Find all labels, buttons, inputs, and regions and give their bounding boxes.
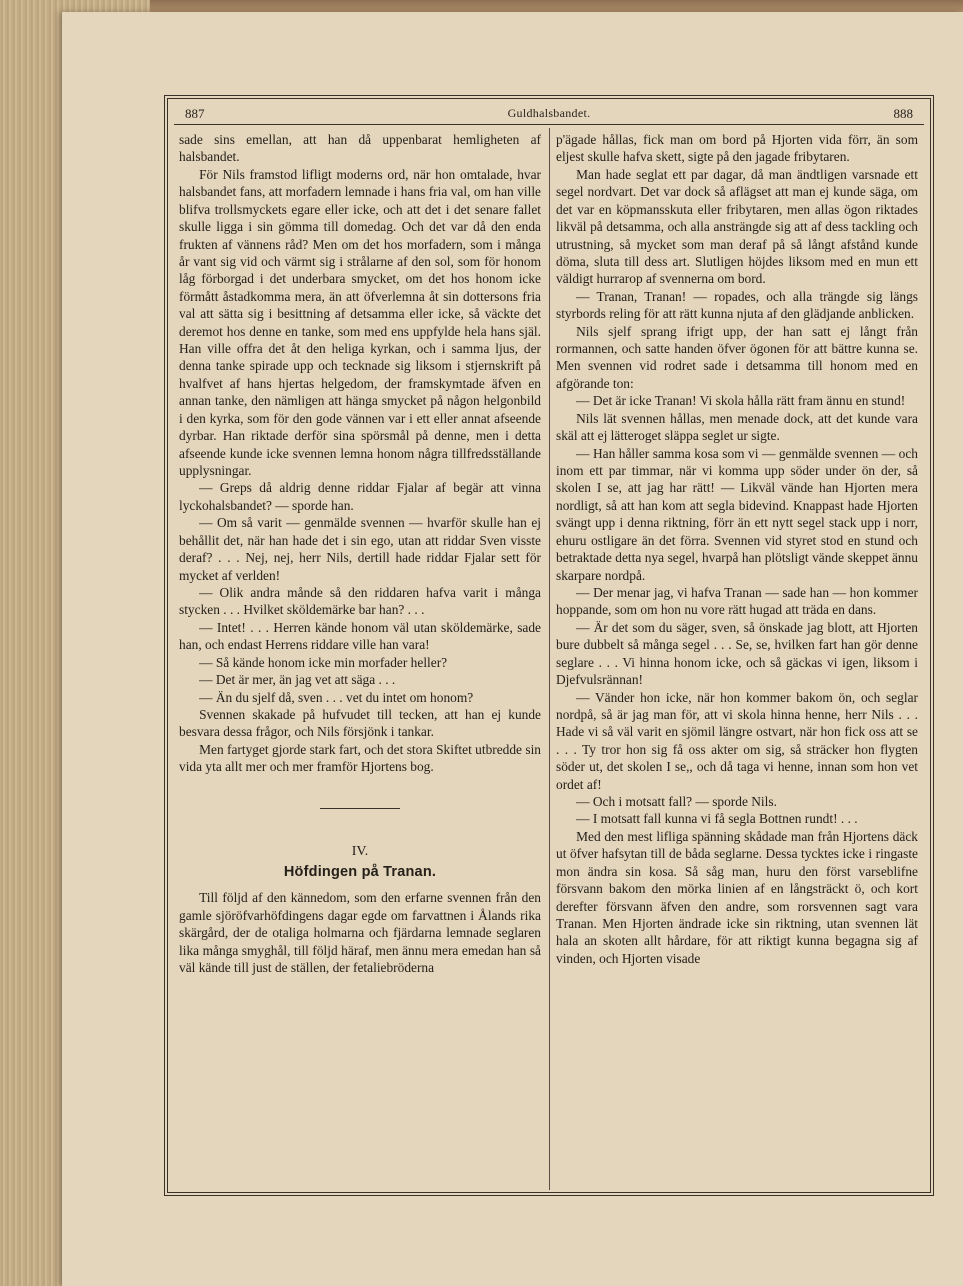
- running-header: [181, 104, 917, 124]
- page-number-left: 887: [185, 106, 205, 121]
- paragraph: Till följd af den kännedom, som den erfarne svennen från den gamle sjöröfvarhöfdingens dagar egde om farvattnen i Ålands rika skärgård, der de otaliga holmarna och fjärdarna lemnade seglaren lika många smyghål, till följd häraf, men ännu mera emedan han så väl kände till just de ställen, der fetaliebröderna: [179, 890, 541, 976]
- paragraph: p'ägade hållas, fick man om bord på Hjorten vida förr, än som eljest skulle hafva skett, sigte på den jagade fribytaren.: [556, 132, 918, 165]
- paragraph: Svennen skakade på hufvudet till tecken, att han ej kunde besvara dessa frågor, och Nils försjönk i tankar.: [179, 706, 541, 740]
- paragraph: — Är det som du säger, sven, så önskade jag blott, att Hjorten bure dubbelt så många segel . . . Se, se, hvilken fart han gör denne seglare . . . Vi hinna honom icke, och så gäckas vi igen, liksom i Djefvulsrännan!: [556, 619, 918, 688]
- chapter-number: IV.: [351, 843, 369, 859]
- paragraph: Nils lät svennen hållas, men menade dock, att det kunde vara skäl att ej lätteroget släppa seglet ur sigte.: [556, 410, 918, 444]
- paragraph: — Vänder hon icke, när hon kommer bakom ön, och seglar nordpå, så är jag man för, att vi skola hinna henne, herr Nils . . . Hade vi så väl varit en sjömil längre ostvart, när hon fick oss att se . . . Ty tror hon sig få oss akter om sig, så sträcker hon flygten söder ut, det skolen I se,, och då taga vi henne, innan som hon vet ordet af!: [556, 689, 918, 792]
- paragraph: För Nils framstod lifligt moderns ord, när hon omtalade, hvar halsbandet fans, att morfadern lemnade i hans fria val, om han ville blifva trollsmyckets egare eller icke, och att det i det senare fallet skulle ligga i sin gömma till domedag. Och det var då den enda frukten af vännens råd? Men om det hos morfadern, som i många år vant sig vid och värmt sig i strålarne af den sol, som för honom låg förborgad i det underbara smycket, om det hos honom icke förmått åstadkomma mera, än att öfverlemna åt sin dottersons fria val att sätta sig i besittning af detsamma eller icke, så väckte det deremot hos denne en tanke, som med ens uppfylde hela hans själ. Han ville offra det åt den heliga kyrkan, och i samma ljus, der denna tanke spirade upp och tecknade sig liksom i stjernskrift på hvalfvet af hans hjertas helgedom, der framskymtade äfven en annan tanke, den nämligen att hänga smycket på någon helgonbild i den kyrka, som för den gode vännen var i ett eller annat afseende dyrbar. Han riktade derför sina spörsmål på denne, men i detta afseende kunde icke svennen lemna honom några tillfredsställande upplysningar.: [179, 166, 541, 479]
- paragraph: — I motsatt fall kunna vi få segla Bottnen rundt! . . .: [576, 811, 858, 827]
- paragraph: — Tranan, Tranan! — ropades, och alla trängde sig längs styrbords reling för att rätt kunna njuta af den glädjande anblicken.: [556, 288, 918, 322]
- paragraph: — Det är mer, än jag vet att säga . . .: [199, 672, 396, 688]
- right-column: [556, 131, 918, 967]
- paragraph: Nils sjelf sprang ifrigt upp, der han satt ej långt från rormannen, och satte handen öfver ögonen för att bättre kunna se. Men svennen vid rodret sade i detsamma till honom med en afgörande ton:: [556, 323, 918, 391]
- paragraph: Man hade seglat ett par dagar, då man ändtligen varsnade ett segel nordvart. Det var dock så aflägset att man ej kunde säga, om det var en köpmansskuta eller fribytaren, men allas ögon riktades likväl på detsamma, och alla ansträngde sig att af dess tackling och utrustning, så mycket som man deraf på så långt afstånd kunde döma, sluta till dess art. Slutligen höjdes liksom med en mun ett väldigt hurrarop af svennerna om bord.: [556, 166, 918, 287]
- running-title: Guldhalsbandet.: [507, 106, 591, 120]
- page-number-right: 888: [893, 106, 913, 121]
- paragraph: — Intet! . . . Herren kände honom väl utan sköldemärke, sade han, och endast Herrens riddare ville han vara!: [179, 619, 541, 653]
- paragraph: — Olik andra månde så den riddaren hafva varit i många stycken . . . Hvilket sköldemärke bar han? . . .: [179, 584, 541, 618]
- paragraph: — Och i motsatt fall? — sporde Nils.: [576, 794, 777, 810]
- left-column: [179, 131, 541, 977]
- column-divider: [549, 128, 550, 1190]
- paragraph: — Så kände honom icke min morfader heller?: [199, 654, 448, 670]
- paragraph: — Der menar jag, vi hafva Tranan — sade han — hon kommer hoppande, som om hon nu vore rätt hugad att träda en dans.: [556, 584, 918, 618]
- paragraph: — Än du sjelf då, sven . . . vet du intet om honom?: [199, 689, 474, 705]
- paragraph: — Det är icke Tranan! Vi skola hålla rätt fram ännu en stund!: [576, 393, 906, 409]
- paragraph: Men fartyget gjorde stark fart, och det stora Skiftet utbredde sin vida yta allt mer och mer framför Hjortens bog.: [179, 741, 541, 775]
- paragraph: — Han håller samma kosa som vi — genmälde svennen — och inom ett par timmar, när vi komma upp söder under ön der, så skolen I se, att jag har rätt! — Likväl vände han Hjorten mera nordligt, så att han kom att segla bidevind. Knappast hade Hjorten svängt upp i denna riktning, förr än ett nytt segel stack upp i norr, ehuru ostligare än det förra. Svennen vid styret stod en stund och betraktade detta nya segel, hvarpå han plötsligt vände skeppet ännu skarpare nordpå.: [556, 445, 918, 583]
- paragraph: — Greps då aldrig denne riddar Fjalar af begär att vinna lyckohalsbandet? — sporde han.: [179, 480, 541, 513]
- paragraph: sade sins emellan, att han då uppenbarat hemligheten af halsbandet.: [179, 132, 541, 165]
- section-separator: [320, 808, 400, 809]
- paragraph: — Om så varit — genmälde svennen — hvarför skulle han ej behållit det, när han hade det i sin ego, utan att riddar Sven visste deraf? . . . Nej, nej, herr Nils, dertill hade riddar Fjalar sett för mycket af verlden!: [179, 515, 541, 583]
- chapter-title: Höfdingen på Tranan.: [283, 864, 437, 881]
- header-rule: [174, 124, 924, 125]
- paragraph: Med den mest lifliga spänning skådade man från Hjortens däck ut öfver hafsytan till de båda seglarne. Dessa tycktes icke i ringaste mon ändra sin kosa. Så såg man, huru den först varseblifne försvann bakom den mörka linien af en långsträckt ö, och kort derefter försvann äfven den andre, som rorsvennen sagt vara Tranan. Men Hjorten ändrade icke sin riktning, utan svennen lät hala an skoten allt hårdare, för att riktigt kunna begagna sig af vinden, och Hjorten visade: [556, 828, 918, 966]
